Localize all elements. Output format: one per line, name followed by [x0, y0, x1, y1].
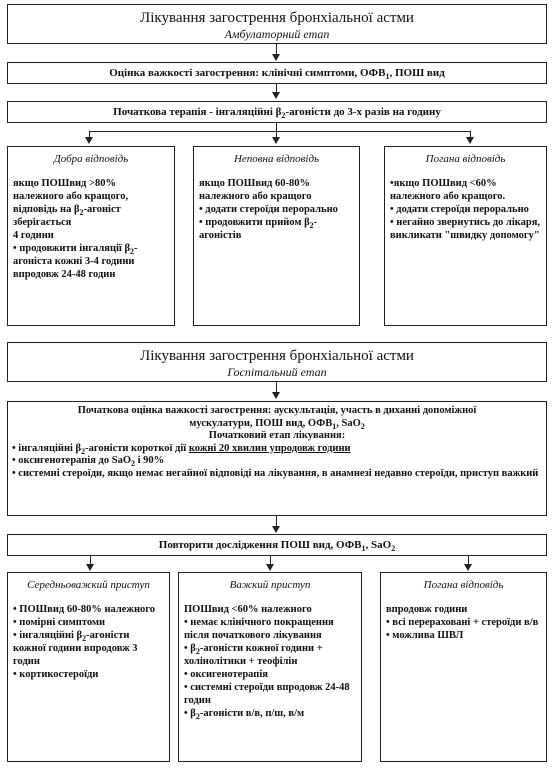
ambulatory-therapy-box — [7, 101, 547, 123]
partial-response-body: якщо ПОШвид 60-80% належного або кращого • додати стероїди перорально • продовжити прийом $\beta_2$-агоністів — [199, 178, 338, 241]
arrow — [272, 137, 280, 144]
arrow — [272, 92, 280, 99]
severe-attack-body: ПОШвид <60% належного • немає клінічного покращення після початкового лікування • $\beta_2$-агоністи кожної години + холінолітики + теофілін • оксигенотерапія • системні стероїди впродовж 24-48 годин • $\beta_2$-агоністи в/в, п/ш, в/м — [184, 604, 350, 722]
repeat-measurement-box — [7, 534, 547, 556]
poor-response-box — [384, 146, 547, 326]
assessment-text: Оцінка важкості загострення: клінічні симптоми, $ОФВ_1$, ПОШ вид — [109, 66, 445, 81]
ambulatory-title-box — [7, 4, 547, 44]
partial-response-header: Неповна відповідь — [233, 153, 320, 165]
hospital-initial-body: Початкова оцінка важкості загострення: аускультація, участь в диханні допоміжної мускулатури, ПОШ вид, $ОФВ_1$, SaO$_2$ Початковий етап лікування: • інгаляційні $\beta_2$-агоністи короткої дії кожні 20 хвилин упродовж години • оксигенотерапія до SaO$_2$ і 90% • системні стероїди, якщо немає негайної відповіді на лікування, в анамнезі недавно стероїди, приступ важкий — [8, 402, 546, 483]
severe-attack-header: Важкий приступ — [229, 579, 311, 591]
arrow — [85, 137, 93, 144]
poor-response-header: Погана відповідь — [425, 153, 506, 165]
hospital-subtitle: Госпітальний етап — [227, 365, 327, 379]
arrow — [266, 564, 274, 571]
arrow — [272, 392, 280, 399]
ambulatory-title: Лікування загострення бронхіальної астми — [140, 10, 414, 26]
severe-attack-box — [178, 572, 362, 762]
arrow — [466, 137, 474, 144]
initial-stage-heading: Початковий етап лікування: — [208, 430, 346, 441]
ambulatory-assessment-box — [7, 62, 547, 84]
hospital-initial-box — [7, 401, 547, 516]
moderate-attack-body: • ПОШвид 60-80% належного • помірні симптоми • інгаляційні $\beta_2$-агоністи кожної години впродовж 3 годин • кортикостероїди — [13, 604, 156, 680]
hospital-title-box — [7, 342, 547, 382]
connector — [276, 123, 277, 131]
hospital-poor-response-header: Погана відповідь — [423, 579, 504, 591]
good-response-header: Добра відповідь — [53, 153, 129, 165]
partial-response-box — [193, 146, 360, 326]
arrow — [86, 564, 94, 571]
therapy-text: Початкова терапія - інгаляційні $\beta_2$-агоністи до 3-х разів на годину — [113, 105, 441, 120]
hospital-title: Лікування загострення бронхіальної астми — [140, 348, 414, 364]
connector — [89, 131, 471, 132]
poor-response-body: •якщо ПОШвид <60% належного або кращого. • додати стероїди перорально • негайно звернутись до лікаря, викликати "швидку допомогу" — [390, 178, 541, 241]
moderate-attack-header: Середньоважкий приступ — [27, 579, 150, 591]
moderate-attack-box — [7, 572, 170, 762]
arrow — [464, 564, 472, 571]
repeat-text: Повторити дослідження ПОШ вид, $ОФВ_1$, SaO$_2$ — [158, 538, 396, 553]
hospital-poor-response-body: впродовж години • всі перераховані + стероїди в/в • можлива ШВЛ — [386, 604, 539, 641]
arrow — [272, 526, 280, 533]
ambulatory-subtitle: Амбулаторний етап — [224, 27, 330, 41]
arrow — [272, 54, 280, 61]
hospital-poor-response-box — [380, 572, 547, 762]
good-response-box — [7, 146, 175, 326]
good-response-body: якщо ПОШвид >80% належного або кращого, відповідь на $\beta_2$-агоніст зберігається 4 години • продовжити інгаляції $\beta_2$-агоніста кожні 3-4 години впродовж 24-48 годин — [13, 178, 138, 280]
